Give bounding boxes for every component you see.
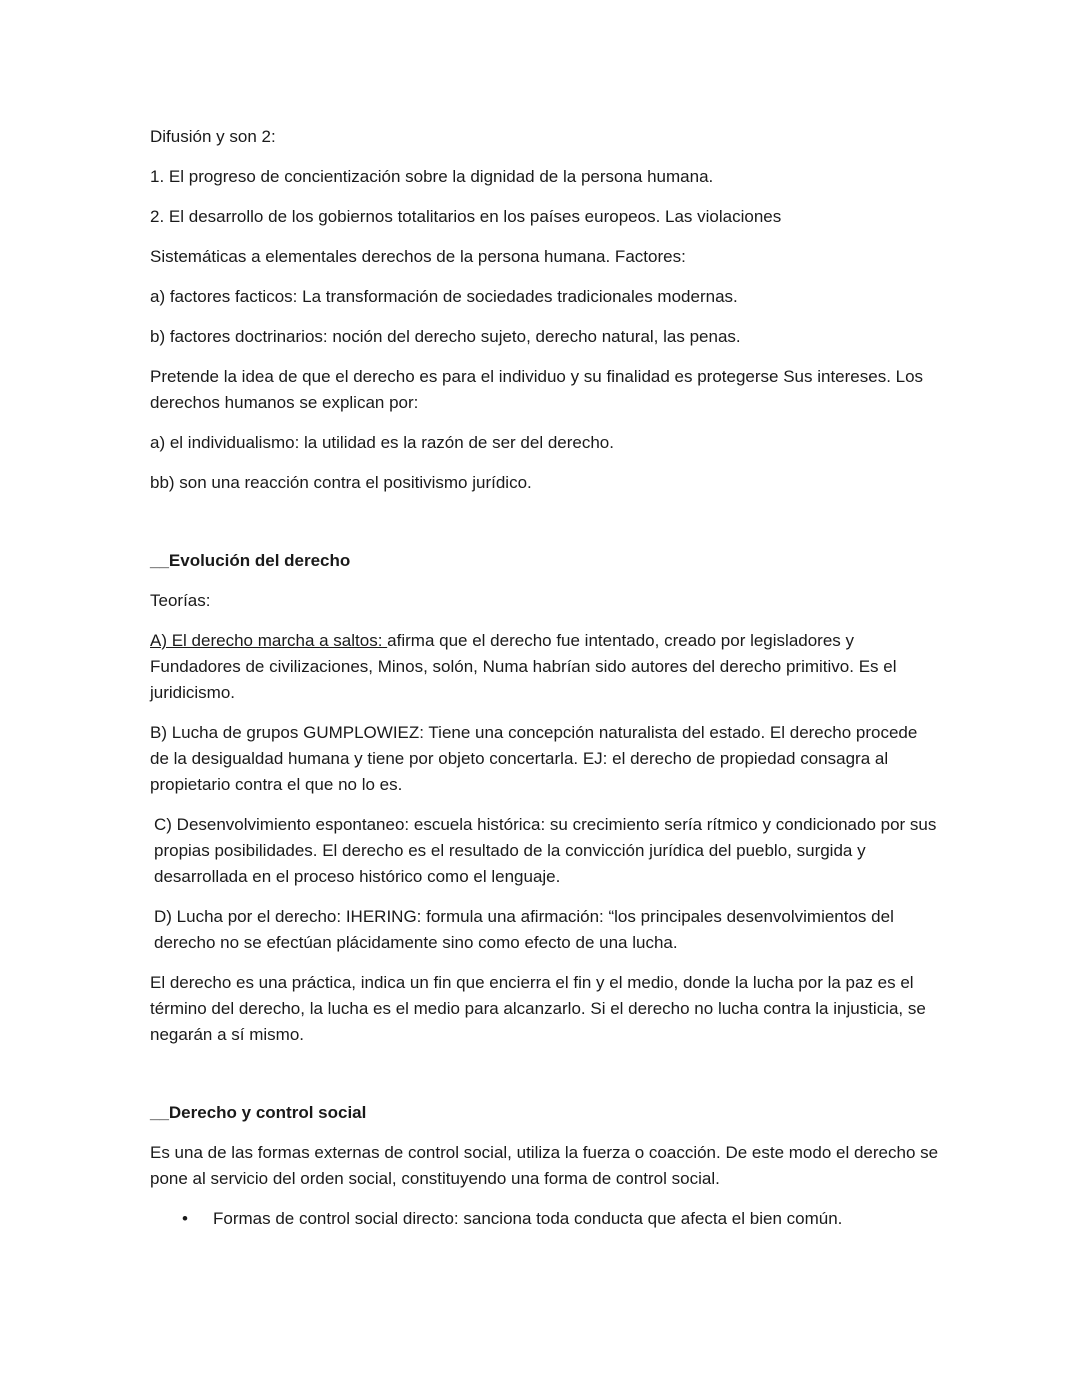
section-spacer [150,510,940,548]
theory-a [150,628,940,706]
section-heading-evolucion: __Evolución del derecho [150,551,351,570]
pretende-paragraph: Pretende la idea de que el derecho es para el individuo y su finalidad es protegerse Sus intereses. Los derechos humanos se explican por: [150,367,924,412]
factor-b: b) factores doctrinarios: noción del derecho sujeto, derecho natural, las penas. [150,327,741,346]
section-heading-control: __Derecho y control social [150,1103,367,1122]
theory-c: C) Desenvolvimiento espontaneo: escuela histórica: su crecimiento sería rítmico y condicionado por sus propias posibilidades. El derecho es el resultado de la convicción jurídica del pueblo, surgida y desarrollada en el proceso histórico como el lenguaje. [154,815,937,886]
document-page [150,124,940,1232]
intro-item-1: 1. El progreso de concientización sobre la dignidad de la persona humana. [150,167,714,186]
practica-paragraph: El derecho es una práctica, indica un fin que encierra el fin y el medio, donde la lucha por la paz es el término del derecho, la lucha es el medio para alcanzarlo. Si el derecho no lucha contra la injusticia, se negarán a sí mismo. [150,973,926,1044]
theory-a-text: afirma que el derecho fue intentado, creado por legisladores y Fundadores de civilizaciones, Minos, solón, Numa habrían sido autores del derecho primitivo. Es el juridicismo. [150,631,897,702]
control-intro: Es una de las formas externas de control social, utiliza la fuerza o coacción. De este modo el derecho se pone al servicio del orden social, constituyendo una forma de control social. [150,1143,939,1188]
explain-a: a) el individualismo: la utilidad es la razón de ser del derecho. [150,433,614,452]
theory-b: B) Lucha de grupos GUMPLOWIEZ: Tiene una concepción naturalista del estado. El derecho procede de la desigualdad humana y tiene por objeto concertarla. EJ: el derecho de propiedad consagra al propietario contra el que no lo es. [150,723,918,794]
control-bullet-list [150,1206,940,1232]
intro-sistematicas: Sistemáticas a elementales derechos de la persona humana. Factores: [150,247,686,266]
list-item [150,1206,940,1232]
explain-bb: bb) son una reacción contra el positivismo jurídico. [150,473,532,492]
list-item-text: Formas de control social directo: sanciona toda conducta que afecta el bien común. [213,1209,843,1228]
section-spacer [150,1062,940,1100]
factor-a: a) factores facticos: La transformación de sociedades tradicionales modernas. [150,287,738,306]
theory-d: D) Lucha por el derecho: IHERING: formula una afirmación: “los principales desenvolvimientos del derecho no se efectúan plácidamente sino como efecto de una lucha. [154,907,894,952]
bullet-icon: • [182,1209,188,1228]
intro-item-2: 2. El desarrollo de los gobiernos totalitarios en los países europeos. Las violaciones [150,207,782,226]
theory-a-title: A) El derecho marcha a saltos: [150,631,388,650]
intro-line: Difusión y son 2: [150,127,276,146]
teorias-label: Teorías: [150,591,211,610]
